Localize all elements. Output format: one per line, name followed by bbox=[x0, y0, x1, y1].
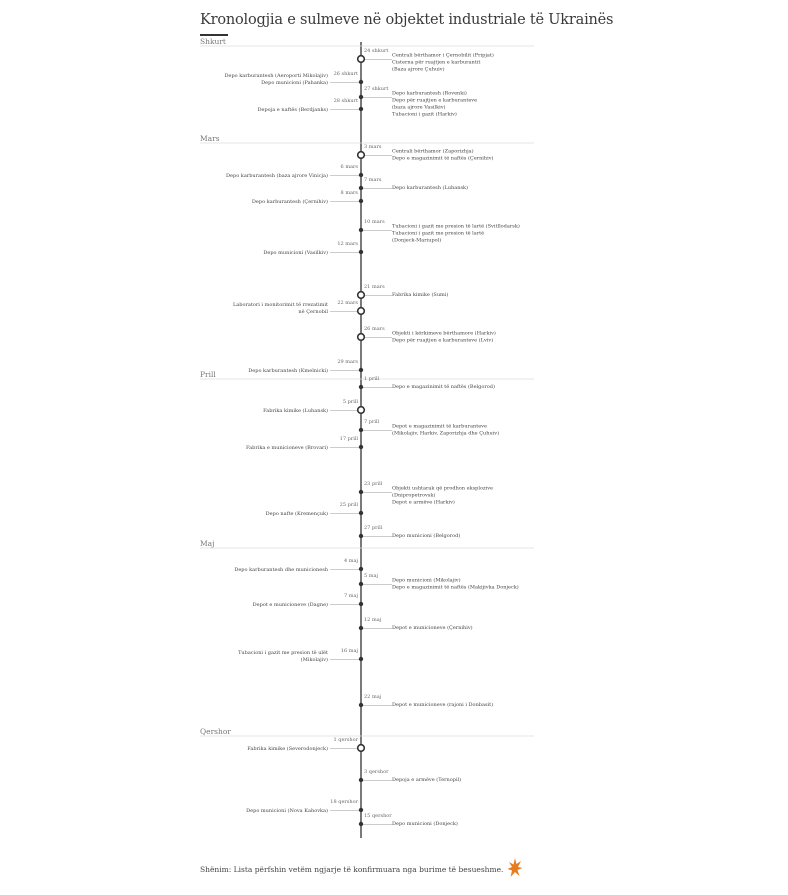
event-date: 6 mars bbox=[340, 164, 358, 170]
event-label: Depot e municioneve (Dagne) bbox=[252, 602, 328, 608]
event-marker-dot bbox=[359, 250, 363, 254]
event-marker-dot bbox=[359, 511, 363, 515]
event-marker-dot bbox=[359, 107, 363, 111]
event-label: Depoja e armëve (Ternopil) bbox=[392, 777, 462, 783]
event-label: Depo e magazinimit të naftës (Belgorod) bbox=[392, 384, 495, 390]
event-marker-dot bbox=[359, 567, 363, 571]
event-date: 3 mars bbox=[364, 144, 382, 150]
event-date: 23 prill bbox=[364, 481, 383, 487]
event-marker-dot bbox=[359, 428, 363, 432]
event-label: Tubacioni i gazit me presion të ulët bbox=[238, 650, 328, 656]
event-marker-dot bbox=[359, 808, 363, 812]
event-label: Depo e magazinimit të naftës (Makijivka Donjeck) bbox=[392, 584, 519, 591]
event-date: 10 mars bbox=[364, 219, 385, 225]
event-label: Depoja e naftës (Berdjanks) bbox=[257, 107, 328, 113]
event-marker-dot bbox=[359, 534, 363, 538]
event-label: Depo municioni (Donjeck) bbox=[392, 821, 458, 827]
event-label: në Çernobil bbox=[298, 309, 328, 315]
event-label: Tubacioni i gazit (Harkiv) bbox=[392, 111, 457, 118]
month-label: Mars bbox=[200, 134, 220, 143]
month-label: Maj bbox=[200, 539, 215, 548]
event-marker-dot bbox=[359, 822, 363, 826]
event-date: 4 maj bbox=[343, 558, 358, 564]
event-label: Depo karburantesh (Rovenki) bbox=[392, 90, 467, 97]
event-label: (baza ajrore Vasilkiv) bbox=[392, 104, 446, 111]
event-marker-dot bbox=[359, 778, 363, 782]
event-date: 26 mars bbox=[364, 326, 385, 332]
event-marker-dot bbox=[359, 582, 363, 586]
event-marker-dot bbox=[359, 703, 363, 707]
event-label: Centrali bërthamor i Çernobilit (Pripjat) bbox=[392, 52, 494, 59]
event-date: 12 maj bbox=[364, 617, 382, 623]
month-label: Shkurt bbox=[200, 37, 226, 46]
event-date: 7 prill bbox=[364, 419, 380, 425]
event-date: 18 qershor bbox=[330, 799, 358, 805]
event-label: Objekti ushtarak që prodhon eksplozive bbox=[392, 485, 493, 492]
event-label: Depo nafte (Kremençuk) bbox=[265, 511, 328, 517]
event-label: Depo municioni (Belgorod) bbox=[392, 533, 461, 539]
event-date: 26 shkurt bbox=[333, 71, 358, 77]
event-label: (Mikolajiv) bbox=[300, 657, 328, 663]
event-label: (Dnipropetrovsk) bbox=[392, 492, 436, 499]
event-marker-ring bbox=[358, 334, 365, 341]
event-date: 21 mars bbox=[364, 284, 385, 290]
event-label: Tubacioni i gazit me presion të lartë (Svitllodarsk) bbox=[392, 223, 520, 230]
event-marker-dot bbox=[359, 368, 363, 372]
event-marker-ring bbox=[358, 292, 365, 299]
chart-title: Kronologjia e sulmeve në objektet industriale të Ukrainës bbox=[200, 12, 614, 28]
event-date: 1 qershor bbox=[333, 737, 358, 743]
event-label: Depo municioni (Mikolajiv) bbox=[392, 577, 461, 584]
event-marker-dot bbox=[359, 657, 363, 661]
event-label: Fabrika kimike (Severodonjeck) bbox=[247, 746, 328, 752]
event-label: Cisterna për ruajtjen e karburantit bbox=[392, 59, 481, 66]
event-label: Depot e magazinimit të karburanteve bbox=[392, 423, 487, 430]
event-marker-dot bbox=[359, 445, 363, 449]
event-label: (Donjeck-Mariupol) bbox=[392, 237, 442, 244]
event-label: Centrali bërthamor (Zaporizhja) bbox=[392, 148, 474, 155]
event-date: 7 maj bbox=[343, 593, 358, 599]
event-label: Depot e municioneve (rajoni i Donbasit) bbox=[392, 702, 494, 708]
event-marker-dot bbox=[359, 95, 363, 99]
event-label: Depo karburantesh (Aeroporti Mikolajiv) bbox=[224, 73, 328, 79]
event-marker-dot bbox=[359, 173, 363, 177]
month-label: Qershor bbox=[200, 727, 231, 736]
event-marker-ring bbox=[358, 745, 365, 752]
event-label: Tubacioni i gazit me presion të lartë bbox=[392, 230, 485, 237]
event-label: Depo municioni (Nova Kahovka) bbox=[246, 808, 328, 814]
event-marker-dot bbox=[359, 186, 363, 190]
event-marker-dot bbox=[359, 199, 363, 203]
event-date: 1 prill bbox=[364, 376, 380, 382]
event-label: Laboratori i monitorimit të rrezatimit bbox=[232, 302, 328, 308]
event-date: 8 mars bbox=[340, 190, 358, 196]
event-date: 27 prill bbox=[364, 525, 383, 531]
event-marker-dot bbox=[359, 602, 363, 606]
event-label: (Mikolajiv, Harkiv, Zaporizhja dhe Çuhuiv) bbox=[392, 430, 500, 437]
footnote: Shënim: Lista përfshin vetëm ngjarje të konfirmuara nga burime të besueshme. bbox=[200, 865, 504, 874]
event-date: 27 shkurt bbox=[364, 86, 389, 92]
event-date: 5 prill bbox=[342, 399, 358, 405]
event-date: 7 mars bbox=[364, 177, 382, 183]
event-label: Fabrika e municioneve (Brovari) bbox=[246, 445, 328, 451]
event-label: Fabrika kimike (Luhansk) bbox=[263, 408, 328, 414]
event-date: 22 mars bbox=[337, 300, 358, 306]
event-marker-ring bbox=[358, 308, 365, 315]
rferl-fire-logo-icon bbox=[507, 857, 523, 879]
event-date: 29 mars bbox=[337, 359, 358, 365]
event-date: 28 shkurt bbox=[333, 98, 358, 104]
event-label: Depo për ruajtjen e karburanteve (Lviv) bbox=[392, 337, 494, 344]
event-date: 15 qershor bbox=[364, 813, 392, 819]
event-label: (Baza ajrore Çuhuiv) bbox=[392, 66, 445, 73]
event-label: Depo karburantesh dhe municionesh bbox=[234, 567, 328, 573]
event-date: 5 maj bbox=[364, 573, 379, 579]
event-date: 22 maj bbox=[364, 694, 382, 700]
event-date: 24 shkurt bbox=[364, 48, 389, 54]
event-label: Depo karburantesh (Kmelnicki) bbox=[248, 368, 328, 374]
event-marker-ring bbox=[358, 152, 365, 159]
event-label: Fabrika kimike (Sumi) bbox=[392, 292, 449, 298]
event-label: Depo karburantesh (baza ajrore Vinicja) bbox=[226, 173, 328, 179]
event-marker-dot bbox=[359, 626, 363, 630]
event-date: 12 mars bbox=[337, 241, 358, 247]
event-date: 17 prill bbox=[339, 436, 358, 442]
event-label: Depot e municioneve (Çernihiv) bbox=[392, 625, 473, 631]
event-label: Depo karburantesh (Luhansk) bbox=[392, 185, 468, 191]
month-label: Prill bbox=[200, 370, 216, 379]
event-label: Depo e magazinimit të naftës (Çernihiv) bbox=[392, 155, 494, 162]
event-label: Depo municioni (Pahanka) bbox=[261, 80, 328, 86]
event-label: Objekti i kërkimeve bërthamore (Harkiv) bbox=[392, 330, 496, 337]
event-marker-dot bbox=[359, 490, 363, 494]
event-date: 3 qershor bbox=[364, 769, 389, 775]
event-date: 25 prill bbox=[339, 502, 358, 508]
event-marker-dot bbox=[359, 385, 363, 389]
event-label: Depot e armëve (Harkiv) bbox=[392, 499, 455, 506]
event-label: Depo municioni (Vasilkiv) bbox=[263, 250, 328, 256]
event-marker-ring bbox=[358, 407, 365, 414]
event-date: 16 maj bbox=[340, 648, 358, 654]
event-marker-ring bbox=[358, 56, 365, 63]
event-label: Depo për ruajtjen e karburanteve bbox=[392, 97, 478, 104]
event-marker-dot bbox=[359, 228, 363, 232]
event-label: Depo karburantesh (Çernihiv) bbox=[251, 199, 328, 205]
event-marker-dot bbox=[359, 80, 363, 84]
